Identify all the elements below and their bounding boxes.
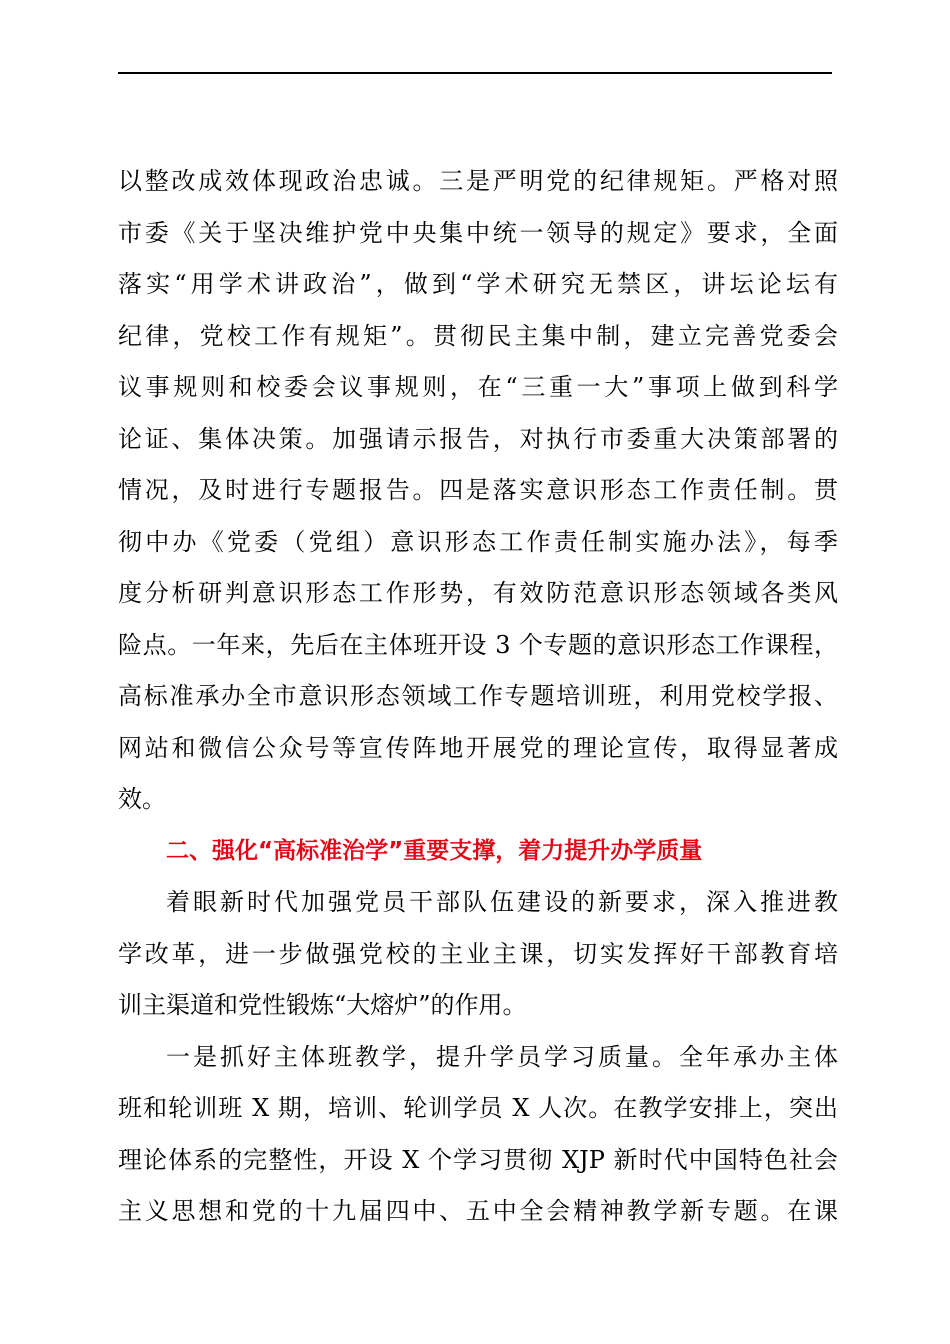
text-line: 以整改成效体现政治忠诚。三是严明党的纪律规矩。严格对照 [118,167,838,195]
text-line: 学改革，进一步做强党校的主业主课，切实发挥好干部教育培 [118,939,838,968]
text-line: 主义思想和党的十九届四中、五中全会精神教学新专题。在课 [118,1197,838,1225]
text-line: 效。 [118,785,166,813]
text-line: 议事规则和校委会议事规则，在“三重一大”事项上做到科学 [118,373,838,401]
text-line: 落实“用学术讲政治”，做到“学术研究无禁区，讲坛论坛有 [118,270,838,298]
document-body [118,156,838,1238]
text-line: 理论体系的完整性，开设 X 个学习贯彻 XJP 新时代中国特色社会 [118,1145,838,1174]
text-line: 度分析研判意识形态工作形势，有效防范意识形态领域各类风 [118,579,838,607]
header-rule [118,72,832,74]
section-heading: 二、强化“高标准治学”重要支撑，着力提升办学质量 [166,837,703,864]
text-line: 班和轮训班 X 期，培训、轮训学员 X 人次。在教学安排上，突出 [118,1094,838,1122]
text-line: 网站和微信公众号等宣传阵地开展党的理论宣传，取得显著成 [118,733,838,762]
text-line: 论证、集体决策。加强请示报告，对执行市委重大决策部署的 [118,424,838,453]
text-line: 高标准承办全市意识形态领域工作专题培训班，利用党校学报、 [118,682,838,710]
text-line: 着眼新时代加强党员干部队伍建设的新要求，深入推进教 [166,888,838,916]
text-line: 彻中办《党委（党组）意识形态工作责任制实施办法》，每季 [118,527,838,556]
text-line: 一是抓好主体班教学，提升学员学习质量。全年承办主体 [166,1042,838,1071]
text-line: 情况，及时进行专题报告。四是落实意识形态工作责任制。贯 [118,476,838,504]
text-line: 纪律，党校工作有规矩”。贯彻民主集中制，建立完善党委会 [118,321,838,350]
text-line: 训主渠道和党性锻炼“大熔炉”的作用。 [118,991,527,1019]
text-line: 险点。一年来，先后在主体班开设 3 个专题的意识形态工作课程， [118,630,838,659]
text-line: 市委《关于坚决维护党中央集中统一领导的规定》要求，全面 [118,218,838,247]
